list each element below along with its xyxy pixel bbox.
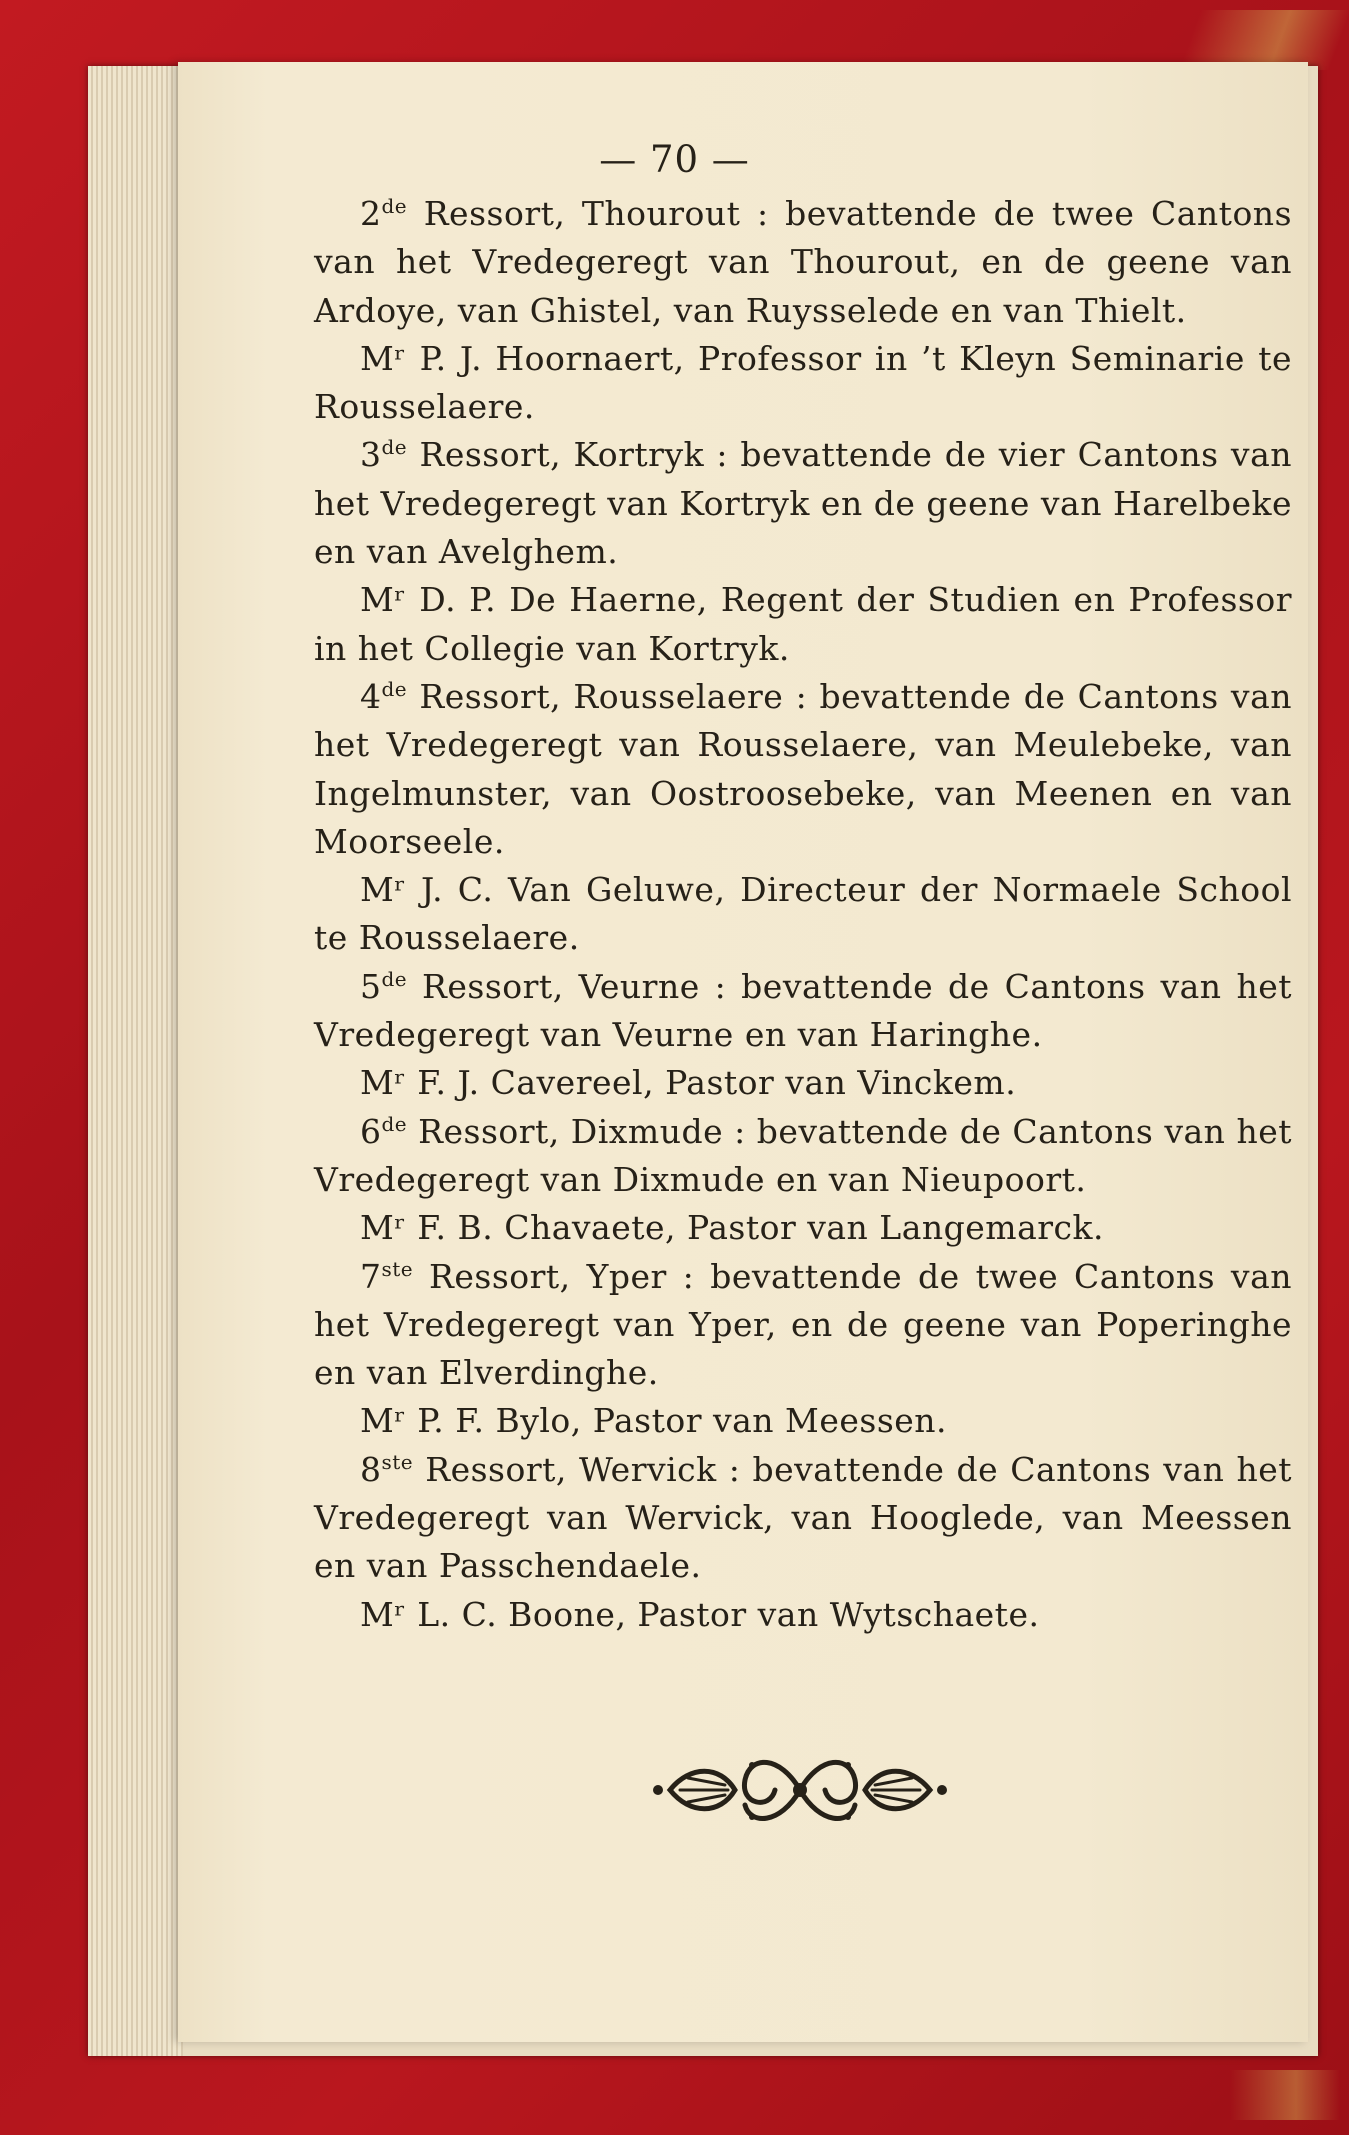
- heading-text: Ressort, Veurne : bevattende de Cantons van het Vredegeregt van Veurne en van Haringhe.: [314, 966, 1292, 1055]
- entry-heading: [314, 673, 1292, 866]
- entry-heading: [314, 1253, 1292, 1398]
- ordinal: 2: [360, 194, 382, 233]
- page-text: [314, 190, 1292, 1639]
- entry-heading: [314, 1108, 1292, 1205]
- ordinal: 3: [360, 435, 382, 475]
- heading-text: Ressort, Yper : bevattende de twee Cantons van het Vredegeregt van Yper, en de geene van Poperinghe en van Elverdinghe.: [314, 1256, 1292, 1393]
- heading-text: Ressort, Wervick : bevattende de Cantons van het Vredegeregt van Wervick, van Hooglede, van Meessen en van Passchendaele.: [314, 1449, 1292, 1586]
- ordinal: 7: [360, 1256, 382, 1296]
- ordinal-suffix: ste: [381, 1256, 414, 1281]
- entry-member: Mʳ L. C. Boone, Pastor van Wytschaete.: [360, 1594, 1040, 1634]
- entry-member: Mʳ F. B. Chavaete, Pastor van Langemarck.: [360, 1208, 1104, 1248]
- ordinal-suffix: de: [381, 966, 408, 991]
- ordinal-suffix: de: [381, 194, 408, 218]
- entry-heading: [314, 190, 1292, 335]
- entry-member: Mʳ P. F. Bylo, Pastor van Meessen.: [360, 1401, 948, 1441]
- ordinal: 8: [360, 1449, 382, 1489]
- heading-text: Ressort, Thourout : bevattende de twee Cantons van het Vredegeregt van Thourout, en de geene van Ardoye, van Ghistel, van Ruysselede en van Thielt.: [314, 194, 1292, 330]
- entry-heading: [314, 1446, 1292, 1591]
- gilt-edge-bottom: [1230, 2070, 1340, 2120]
- ordinal-suffix: de: [381, 1111, 408, 1136]
- entry-member: Mʳ F. J. Cavereel, Pastor van Vinckem.: [360, 1063, 1017, 1103]
- entry-member: Mʳ J. C. Van Geluwe, Directeur der Normaele School te Rousselaere.: [314, 870, 1292, 958]
- ordinal-suffix: de: [381, 676, 408, 701]
- ordinal: 5: [360, 966, 382, 1006]
- ordinal: 4: [360, 676, 382, 716]
- ordinal: 6: [360, 1111, 382, 1151]
- heading-text: Ressort, Kortryk : bevattende de vier Cantons van het Vredegeregt van Kortryk en de geene van Harelbeke en van Avelghem.: [314, 435, 1292, 572]
- entry-member: Mʳ D. P. De Haerne, Regent der Studien en Professor in het Collegie van Kortryk.: [314, 580, 1292, 668]
- entry-heading: [314, 963, 1292, 1060]
- heading-text: Ressort, Dixmude : bevattende de Cantons van het Vredegeregt van Dixmude en van Nieupoort.: [314, 1111, 1292, 1199]
- ordinal-suffix: ste: [381, 1449, 414, 1474]
- page-number: — 70 —: [599, 138, 750, 181]
- entry-heading: [314, 431, 1292, 576]
- decorative-ornament-icon: [640, 1745, 960, 1835]
- ordinal-suffix: de: [381, 435, 408, 460]
- gilt-edge-top: [1179, 10, 1349, 70]
- entry-member: Mʳ P. J. Hoornaert, Professor in ’t Kleyn Seminarie te Rousselaere.: [314, 338, 1292, 427]
- heading-text: Ressort, Rousselaere : bevattende de Cantons van het Vredegeregt van Rousselaere, van Meulebeke, van Ingelmunster, van Oostroosebeke, van Meenen en van Moorseele.: [314, 676, 1292, 861]
